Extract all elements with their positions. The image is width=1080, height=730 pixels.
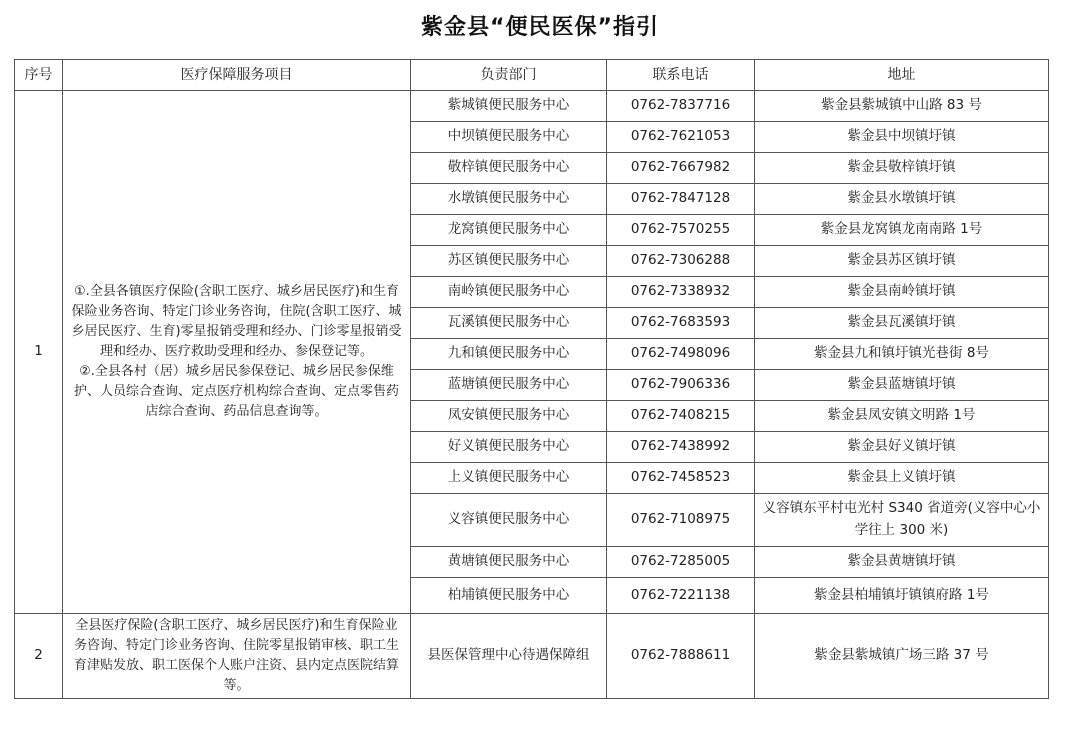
dept-cell: 龙窝镇便民服务中心 (411, 215, 607, 246)
dept-cell: 义容镇便民服务中心 (411, 494, 607, 547)
guide-table (14, 59, 1049, 699)
phone-cell: 0762-7570255 (607, 215, 755, 246)
phone-cell: 0762-7306288 (607, 246, 755, 277)
table-row (15, 614, 1049, 699)
phone-cell: 0762-7108975 (607, 494, 755, 547)
address-cell: 紫金县凤安镇文明路 1号 (755, 401, 1049, 432)
phone-cell: 0762-7285005 (607, 547, 755, 578)
phone-cell: 0762-7888611 (607, 614, 755, 699)
phone-cell: 0762-7621053 (607, 122, 755, 153)
header-service: 医疗保障服务项目 (63, 60, 411, 91)
address-cell: 紫金县九和镇圩镇光巷街 8号 (755, 339, 1049, 370)
address-cell: 紫金县南岭镇圩镇 (755, 277, 1049, 308)
group-2-service: 全县医疗保险(含职工医疗、城乡居民医疗)和生育保险业务咨询、特定门诊业务咨询、住院零星报销审核、职工生育津贴发放、职工医保个人账户注资、县内定点医院结算等。 (63, 614, 411, 699)
phone-cell: 0762-7221138 (607, 578, 755, 614)
dept-cell: 南岭镇便民服务中心 (411, 277, 607, 308)
address-cell: 紫金县紫城镇中山路 83 号 (755, 91, 1049, 122)
address-cell: 紫金县敬梓镇圩镇 (755, 153, 1049, 184)
phone-cell: 0762-7667982 (607, 153, 755, 184)
table-row (15, 91, 1049, 122)
phone-cell: 0762-7683593 (607, 308, 755, 339)
header-phone: 联系电话 (607, 60, 755, 91)
dept-cell: 好义镇便民服务中心 (411, 432, 607, 463)
address-cell: 紫金县水墩镇圩镇 (755, 184, 1049, 215)
address-cell: 紫金县黄塘镇圩镇 (755, 547, 1049, 578)
phone-cell: 0762-7458523 (607, 463, 755, 494)
table-header-row (15, 60, 1049, 91)
address-cell: 紫金县瓦溪镇圩镇 (755, 308, 1049, 339)
phone-cell: 0762-7438992 (607, 432, 755, 463)
phone-cell: 0762-7408215 (607, 401, 755, 432)
dept-cell: 水墩镇便民服务中心 (411, 184, 607, 215)
address-cell: 紫金县紫城镇广场三路 37 号 (755, 614, 1049, 699)
phone-cell: 0762-7906336 (607, 370, 755, 401)
dept-cell: 县医保管理中心待遇保障组 (411, 614, 607, 699)
dept-cell: 敬梓镇便民服务中心 (411, 153, 607, 184)
phone-cell: 0762-7338932 (607, 277, 755, 308)
dept-cell: 苏区镇便民服务中心 (411, 246, 607, 277)
phone-cell: 0762-7498096 (607, 339, 755, 370)
address-cell: 紫金县蓝塘镇圩镇 (755, 370, 1049, 401)
dept-cell: 九和镇便民服务中心 (411, 339, 607, 370)
header-dept: 负责部门 (411, 60, 607, 91)
phone-cell: 0762-7847128 (607, 184, 755, 215)
dept-cell: 上义镇便民服务中心 (411, 463, 607, 494)
group-1-service-item-2: ②.全县各村（居）城乡居民参保登记、城乡居民参保维护、人员综合查询、定点医疗机构综合查询、定点零售药店综合查询、药品信息查询等。 (73, 364, 399, 420)
group-2-number: 2 (15, 614, 63, 699)
dept-cell: 蓝塘镇便民服务中心 (411, 370, 607, 401)
address-cell: 紫金县龙窝镇龙南南路 1号 (755, 215, 1049, 246)
header-address: 地址 (755, 60, 1049, 91)
address-cell: 紫金县好义镇圩镇 (755, 432, 1049, 463)
group-1-service (63, 91, 411, 614)
group-1-number: 1 (15, 91, 63, 614)
phone-cell: 0762-7837716 (607, 91, 755, 122)
address-cell: 紫金县上义镇圩镇 (755, 463, 1049, 494)
dept-cell: 紫城镇便民服务中心 (411, 91, 607, 122)
dept-cell: 瓦溪镇便民服务中心 (411, 308, 607, 339)
header-no: 序号 (15, 60, 63, 91)
dept-cell: 中坝镇便民服务中心 (411, 122, 607, 153)
address-cell: 紫金县柏埔镇圩镇镇府路 1号 (755, 578, 1049, 614)
group-1-service-item-1: ①.全县各镇医疗保险(含职工医疗、城乡居民医疗)和生育保险业务咨询、特定门诊业务咨询，住院(含职工医疗、城乡居民医疗、生育)零星报销受理和经办、门诊零星报销受理和经办、医疗救助受理和经办、参保登记等。 (71, 283, 402, 359)
page-title: 紫金县“便民医保”指引 (421, 15, 659, 40)
dept-cell: 柏埔镇便民服务中心 (411, 578, 607, 614)
dept-cell: 黄塘镇便民服务中心 (411, 547, 607, 578)
address-cell: 紫金县苏区镇圩镇 (755, 246, 1049, 277)
dept-cell: 凤安镇便民服务中心 (411, 401, 607, 432)
address-cell: 紫金县中坝镇圩镇 (755, 122, 1049, 153)
address-cell: 义容镇东平村屯光村 S340 省道旁(义容中心小学往上 300 米) (755, 494, 1049, 547)
